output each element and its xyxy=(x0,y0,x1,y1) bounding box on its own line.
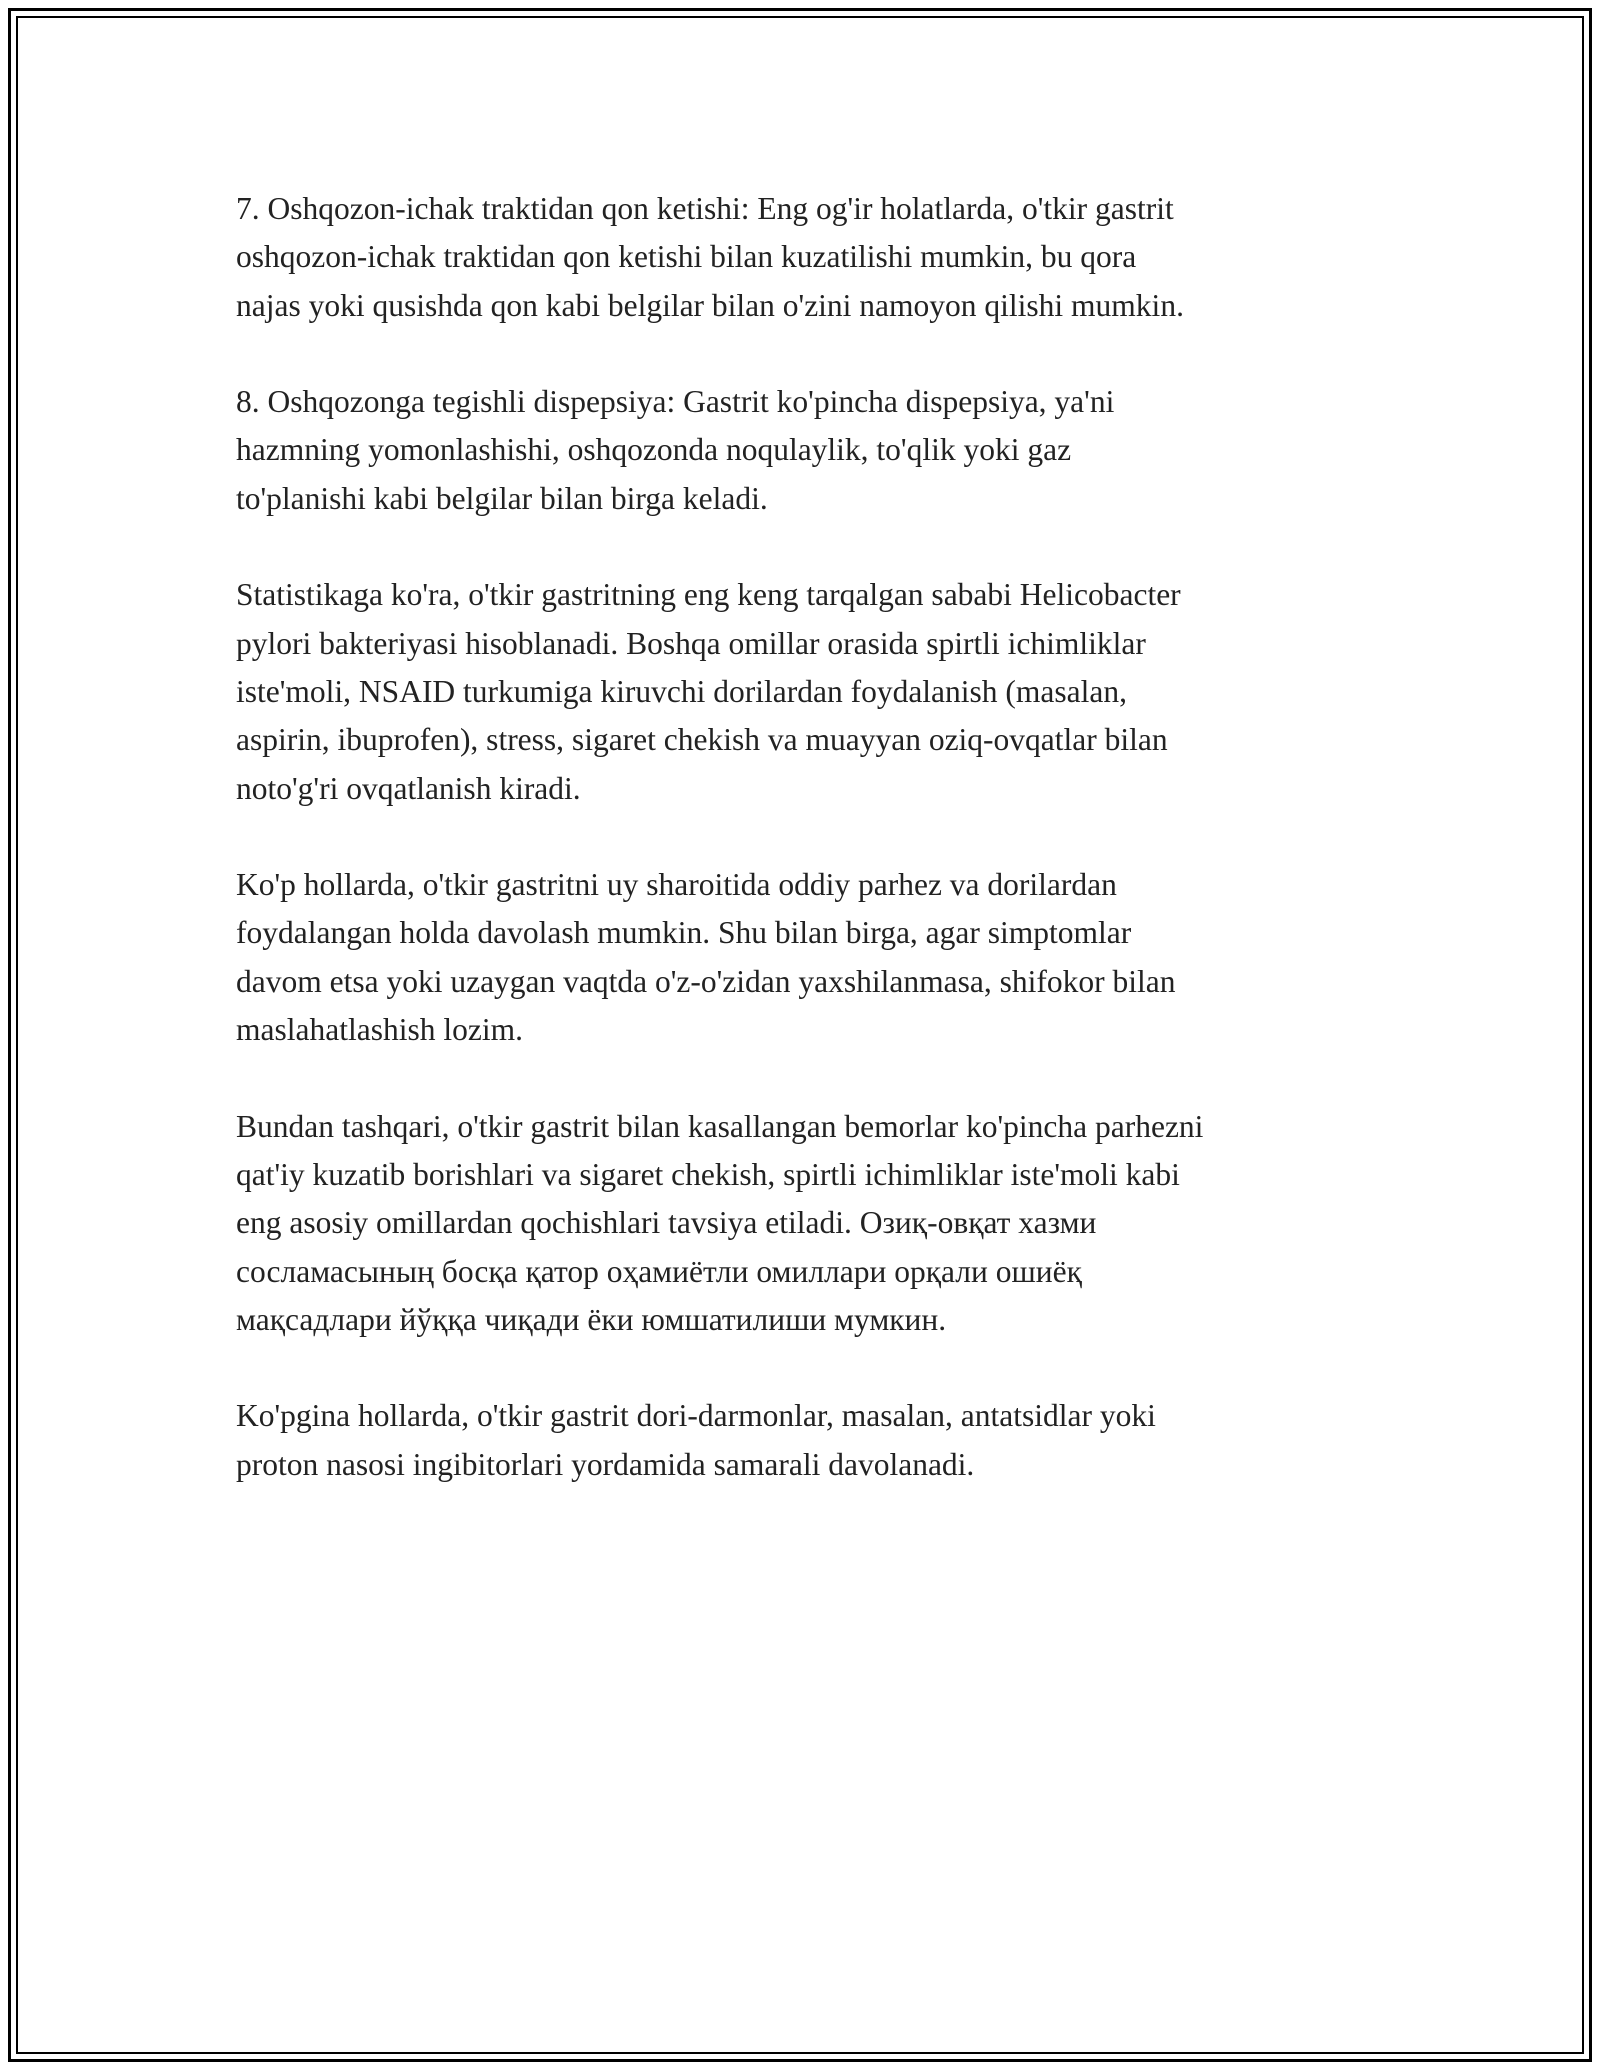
text-line: to'planishi kabi belgilar bilan birga keladi. xyxy=(236,480,768,516)
text-line: qat'iy kuzatib borishlari va sigaret chekish, spirtli ichimliklar iste'moli kabi xyxy=(236,1156,1180,1192)
text-line: maslahatlashish lozim. xyxy=(236,1012,523,1048)
text-line: proton nasosi ingibitorlari yordamida samarali davolanadi. xyxy=(236,1446,975,1482)
paragraph-home-treatment xyxy=(236,861,1376,1054)
text-line: Ko'pgina hollarda, o'tkir gastrit dori-darmonlar, masalan, antatsidlar yoki xyxy=(236,1398,1156,1434)
paragraph-statistics xyxy=(236,571,1376,812)
paragraph-dyspepsia xyxy=(236,378,1376,523)
text-line: oshqozon-ichak traktidan qon ketishi bilan kuzatilishi mumkin, bu qora xyxy=(236,239,1137,275)
text-line: 8. Oshqozonga tegishli dispepsiya: Gastrit ko'pincha dispepsiya, ya'ni xyxy=(236,384,1115,420)
paragraph-gi-bleeding xyxy=(236,185,1376,330)
text-line: aspirin, ibuprofen), stress, sigaret chekish va muayyan oziq-ovqatlar bilan xyxy=(236,722,1168,758)
text-line: eng asosiy omillardan qochishlari tavsiya etiladi. Озиқ-овқат хазми xyxy=(236,1205,1097,1241)
text-line: davom etsa yoki uzaygan vaqtda o'z-o'zidan yaxshilanmasa, shifokor bilan xyxy=(236,963,1176,999)
text-line: мақсадлари йўққа чиқади ёки юмшатилиши мумкин. xyxy=(236,1301,947,1337)
text-line: iste'moli, NSAID turkumiga kiruvchi dorilardan foydalanish (masalan, xyxy=(236,673,1127,709)
text-line: hazmning yomonlashishi, oshqozonda noqulaylik, to'qlik yoki gaz xyxy=(236,432,1072,468)
text-line: najas yoki qusishda qon kabi belgilar bilan o'zini namoyon qilishi mumkin. xyxy=(236,287,1184,323)
paragraph-diet-advice xyxy=(236,1103,1376,1344)
text-line: foydalangan holda davolash mumkin. Shu bilan birga, agar simptomlar xyxy=(236,915,1132,951)
text-line: Ko'p hollarda, o'tkir gastritni uy sharoitida oddiy parhez va dorilardan xyxy=(236,867,1117,903)
text-line: Statistikaga ko'ra, o'tkir gastritning eng keng tarqalgan sababi Helicobacter xyxy=(236,577,1181,613)
text-line: noto'g'ri ovqatlanish kiradi. xyxy=(236,770,581,806)
paragraph-medication xyxy=(236,1392,1376,1489)
text-line: сосламасының босқа қатор оҳамиётли омиллари орқали ошиёқ xyxy=(236,1253,1082,1289)
text-line: Bundan tashqari, o'tkir gastrit bilan kasallangan bemorlar ko'pincha parhezni xyxy=(236,1108,1204,1144)
text-line: 7. Oshqozon-ichak traktidan qon ketishi: Eng og'ir holatlarda, o'tkir gastrit xyxy=(236,191,1174,226)
text-line: pylori bakteriyasi hisoblanadi. Boshqa omillar orasida spirtli ichimliklar xyxy=(236,625,1146,661)
document-body xyxy=(236,185,1376,1537)
